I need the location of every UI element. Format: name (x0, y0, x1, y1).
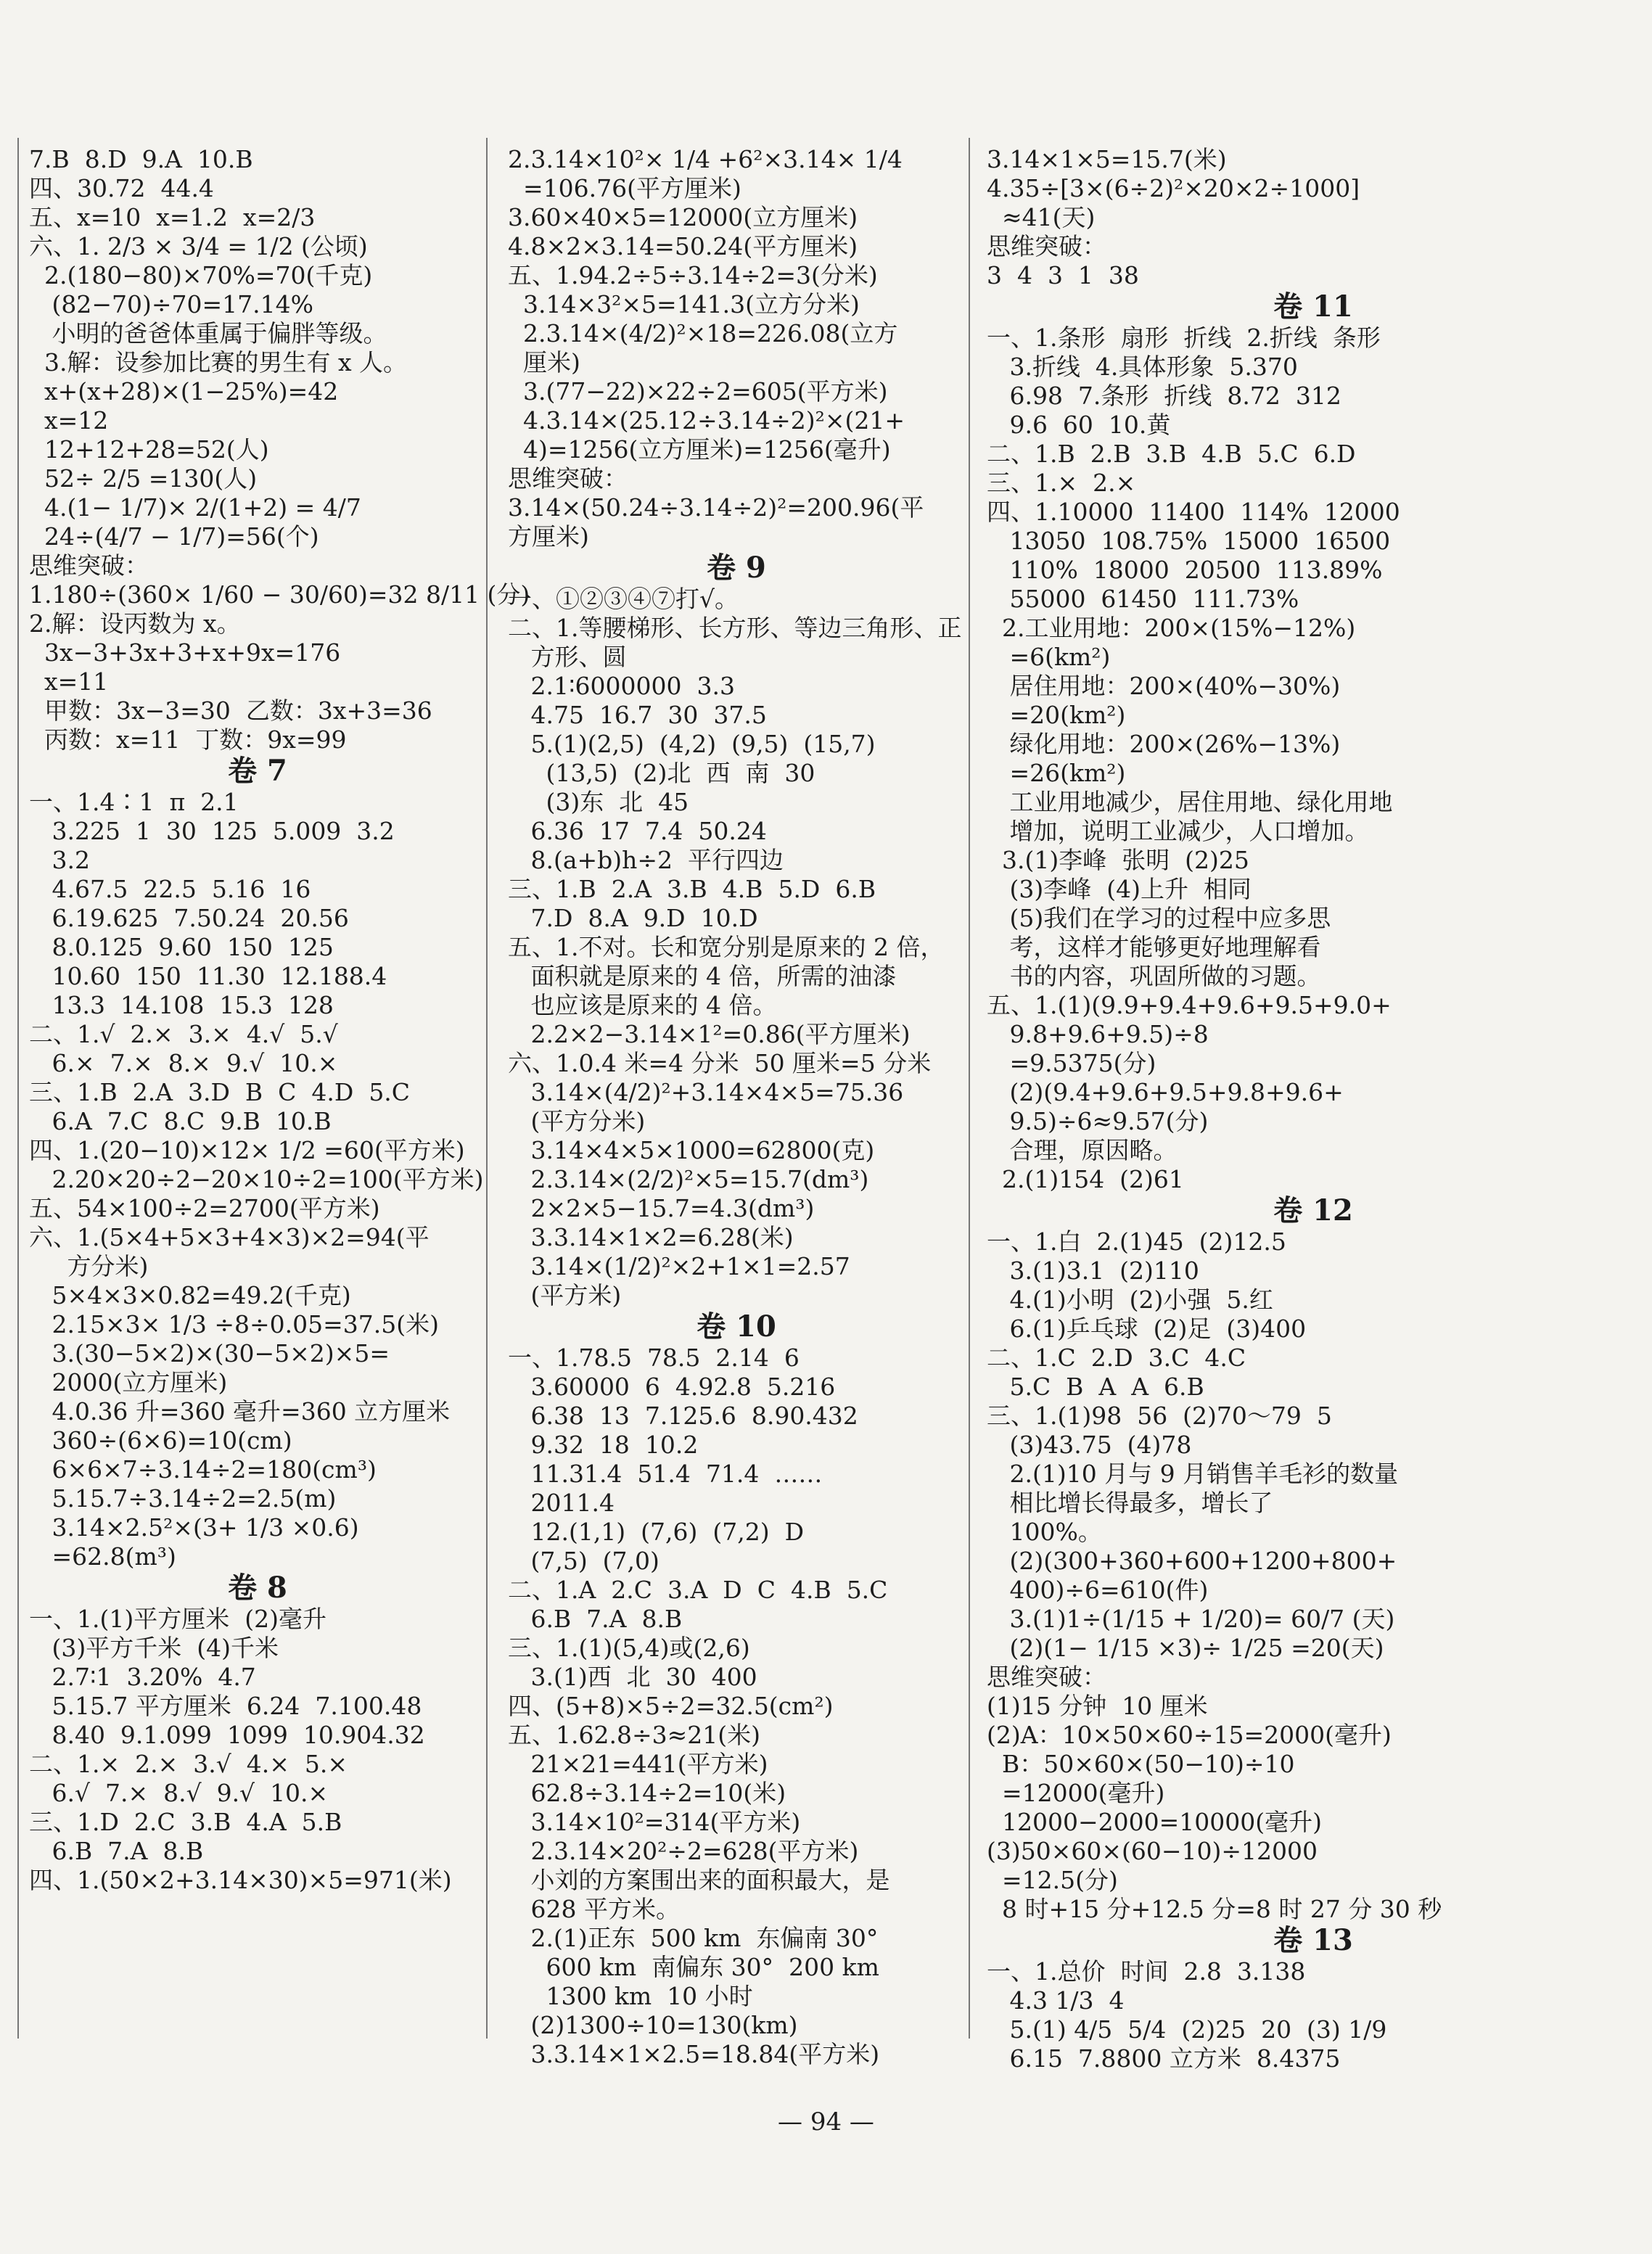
answer-line: 6.A 7.C 8.C 9.B 10.B (29, 1107, 332, 1135)
answer-line: (7,5) (7,0) (508, 1547, 659, 1575)
answer-line: 2.1∶6000000 3.3 (508, 672, 735, 700)
answer-line: 3.14×2.5²×(3+ 1/3 ×0.6) (29, 1513, 359, 1542)
answer-line: 丙数：x=11 丁数：9x=99 (29, 725, 347, 754)
answer-line: 四、1.10000 11400 114% 12000 (987, 498, 1400, 526)
answer-line: 6.× 7.× 8.× 9.√ 10.× (29, 1049, 338, 1077)
answer-line: 一、1.78.5 78.5 2.14 6 (508, 1344, 800, 1372)
answer-line: 四、1.(20−10)×12× 1/2 =60(平方米) (29, 1136, 465, 1164)
answer-line: 六、1.0.4 米=4 分米 50 厘米=5 分米 (508, 1049, 932, 1077)
answer-line: 一、1.4∶1 π 2.1 (29, 788, 239, 816)
answer-line: 3.3.14×1×2.5=18.84(平方米) (508, 2040, 880, 2068)
answer-line: 二、1.C 2.D 3.C 4.C (987, 1344, 1246, 1372)
answer-line: (3)东 北 45 (508, 788, 689, 816)
answer-line: 4.3.14×(25.12÷3.14÷2)²×(21+ (508, 406, 905, 435)
answer-line: 6×6×7÷3.14÷2=180(cm³) (29, 1455, 377, 1484)
answer-line: 9.8+9.6+9.5)÷8 (987, 1020, 1209, 1048)
answer-line: 方形、圆 (508, 643, 627, 671)
answer-line: 小刘的方案围出来的面积最大，是 (508, 1866, 890, 1894)
answer-line: 书的内容，巩固所做的习题。 (987, 962, 1321, 990)
answer-line: 一、1.条形 扇形 折线 2.折线 条形 (987, 324, 1381, 352)
answer-line: 8.0.125 9.60 150 125 (29, 933, 334, 961)
answer-line: 厘米) (508, 348, 580, 377)
answer-line: 6.36 17 7.4 50.24 (508, 817, 767, 845)
answer-line: 一、①②③④⑦打√。 (508, 585, 739, 613)
answer-line: 思维突破： (29, 551, 149, 580)
answer-line: 5.(1)(2,5) (4,2) (9,5) (15,7) (508, 730, 876, 758)
answer-column-2 (508, 145, 965, 2069)
answer-line: 2.3.14×10²× 1/4 +6²×3.14× 1/4 (508, 145, 903, 173)
answer-line: 4.67.5 22.5 5.16 16 (29, 875, 311, 903)
answer-line: 100%。 (987, 1518, 1102, 1546)
section-heading: 卷 11 (1273, 289, 1353, 324)
answer-line: =9.5375(分) (987, 1049, 1156, 1077)
answer-line: 五、1.62.8÷3≈21(米) (508, 1721, 760, 1749)
answer-line: 9.5)÷6≈9.57(分) (987, 1107, 1209, 1135)
answer-line: x=11 (29, 667, 109, 696)
answer-line: x=12 (29, 406, 109, 435)
answer-line: 3x−3+3x+3+x+9x=176 (29, 638, 341, 667)
answer-line: 6.(1)乒乓球 (2)足 (3)400 (987, 1315, 1307, 1343)
answer-line: 面积就是原来的 4 倍，所需的油漆 (508, 962, 897, 990)
answer-line: 4.35÷[3×(6÷2)²×20×2÷1000] (987, 174, 1360, 202)
section-heading: 卷 13 (1273, 1923, 1353, 1957)
answer-line: 思维突破： (987, 232, 1106, 260)
answer-line: 8.(a+b)h÷2 平行四边 (508, 846, 784, 874)
answer-line: x+(x+28)×(1−25%)=42 (29, 377, 339, 406)
answer-line: 2.(180−80)×70%=70(千克) (29, 261, 373, 289)
answer-line: 3.(77−22)×22÷2=605(平方米) (508, 377, 888, 406)
answer-line: (2)A：10×50×60÷15=2000(毫升) (987, 1721, 1392, 1749)
answer-line: 2.3.14×(2/2)²×5=15.7(dm³) (508, 1165, 869, 1193)
answer-line: 3.(1)李峰 张明 (2)25 (987, 846, 1249, 874)
answer-line: (5)我们在学习的过程中应多思 (987, 904, 1331, 932)
answer-line: 6.38 13 7.125.6 8.90.432 (508, 1402, 858, 1430)
answer-line: 360÷(6×6)=10(cm) (29, 1426, 292, 1455)
answer-line: 600 km 南偏东 30° 200 km (508, 1953, 879, 1981)
answer-line: 2.7∶1 3.20% 4.7 (29, 1663, 256, 1691)
answer-line: 相比增长得最多，增长了 (987, 1489, 1273, 1517)
answer-line: 3.14×(1/2)²×2+1×1=2.57 (508, 1252, 850, 1280)
answer-line: 7.D 8.A 9.D 10.D (508, 904, 758, 932)
section-heading: 卷 10 (696, 1309, 776, 1344)
answer-line: 三、1.D 2.C 3.B 4.A 5.B (29, 1808, 342, 1836)
answer-line: =106.76(平方厘米) (508, 174, 741, 202)
answer-line: 4.8×2×3.14=50.24(平方厘米) (508, 232, 858, 260)
answer-line: 方厘米) (508, 522, 589, 551)
answer-line: 3.(1)1÷(1/15 + 1/20)= 60/7 (天) (987, 1605, 1395, 1633)
answer-line: 2.2×2−3.14×1²=0.86(平方厘米) (508, 1020, 911, 1048)
answer-line: 3.解：设参加比赛的男生有 x 人。 (29, 348, 408, 377)
answer-line: 400)÷6=610(件) (987, 1576, 1209, 1604)
answer-line: 六、1. 2/3 × 3/4 = 1/2 (公顷) (29, 232, 368, 260)
answer-line: 13050 108.75% 15000 16500 (987, 527, 1391, 555)
answer-line: 思维突破： (987, 1663, 1106, 1691)
answer-line: 三、1.(1)(5,4)或(2,6) (508, 1634, 750, 1662)
answer-line: 4.(1− 1/7)× 2/(1+2) = 4/7 (29, 493, 361, 522)
answer-line: 增加，说明工业减少，人口增加。 (987, 817, 1369, 845)
answer-line: 二、1.√ 2.× 3.× 4.√ 5.√ (29, 1020, 338, 1048)
answer-line: 3.折线 4.具体形象 5.370 (987, 353, 1298, 381)
answer-column-3 (987, 145, 1640, 2073)
answer-line: 2011.4 (508, 1489, 615, 1517)
answer-line: 6.B 7.A 8.B (29, 1837, 204, 1865)
answer-line: (3)平方千米 (4)千米 (29, 1634, 279, 1662)
page-number: — 94 — (778, 2107, 874, 2136)
answer-line: 一、1.总价 时间 2.8 3.138 (987, 1957, 1306, 1986)
answer-line: =6(km²) (987, 643, 1111, 671)
answer-line: 小明的爸爸体重属于偏胖等级。 (29, 319, 387, 347)
answer-line: 62.8÷3.14÷2=10(米) (508, 1779, 786, 1807)
answer-column-1 (29, 145, 530, 1895)
answer-line: 2.20×20÷2−20×10÷2=100(平方米) (29, 1165, 484, 1193)
answer-line: 3.(1)3.1 (2)110 (987, 1256, 1199, 1285)
answer-line: (3)50×60×(60−10)÷12000 (987, 1837, 1318, 1865)
answer-line: 9.6 60 10.黄 (987, 411, 1171, 439)
answer-line: 11.31.4 51.4 71.4 …… (508, 1460, 823, 1488)
answer-line: 二、1.A 2.C 3.A D C 4.B 5.C (508, 1576, 888, 1604)
answer-line: 21×21=441(平方米) (508, 1750, 768, 1778)
answer-line: 1300 km 10 小时 (508, 1982, 753, 2010)
answer-line: (2)(1− 1/15 ×3)÷ 1/25 =20(天) (987, 1634, 1384, 1662)
answer-line: (平方米) (508, 1281, 622, 1309)
answer-line: 4)=1256(立方厘米)=1256(毫升) (508, 435, 891, 464)
answer-line: 方分米) (29, 1252, 149, 1280)
answer-line: 2×2×5−15.7=4.3(dm³) (508, 1194, 815, 1222)
answer-line: 3.14×1×5=15.7(米) (987, 145, 1227, 173)
answer-line: (平方分米) (508, 1107, 646, 1135)
answer-line: 5×4×3×0.82=49.2(千克) (29, 1281, 351, 1309)
answer-line: 2000(立方厘米) (29, 1368, 228, 1397)
answer-line: 3.14×4×5×1000=62800(克) (508, 1136, 875, 1164)
answer-line: 2.工业用地：200×(15%−12%) (987, 614, 1356, 642)
answer-line: 3.225 1 30 125 5.009 3.2 (29, 817, 395, 845)
answer-line: (82−70)÷70=17.14% (29, 290, 313, 318)
answer-line: =62.8(m³) (29, 1542, 176, 1571)
answer-line: 2.(1)154 (2)61 (987, 1165, 1184, 1193)
answer-line: 也应该是原来的 4 倍。 (508, 991, 777, 1019)
answer-line: 3.60×40×5=12000(立方厘米) (508, 203, 858, 231)
answer-line: 三、1.× 2.× (987, 469, 1136, 497)
answer-line: 考，这样才能够更好地理解看 (987, 933, 1321, 961)
answer-line: =26(km²) (987, 759, 1126, 787)
answer-line: 四、1.(50×2+3.14×30)×5=971(米) (29, 1866, 452, 1894)
answer-line: 五、1.(1)(9.9+9.4+9.6+9.5+9.0+ (987, 991, 1392, 1019)
answer-line: 四、30.72 44.4 (29, 174, 214, 202)
answer-line: 3.3.14×1×2=6.28(米) (508, 1223, 794, 1251)
answer-line: 3 4 3 1 38 (987, 261, 1139, 289)
answer-line: 6.19.625 7.50.24 20.56 (29, 904, 349, 932)
answer-line: 一、1.(1)平方厘米 (2)毫升 (29, 1605, 326, 1633)
answer-line: 6.B 7.A 8.B (508, 1605, 683, 1633)
answer-line: 二、1.× 2.× 3.√ 4.× 5.× (29, 1750, 348, 1778)
answer-line: 四、(5+8)×5÷2=32.5(cm²) (508, 1692, 834, 1720)
answer-line: 110% 18000 20500 113.89% (987, 556, 1383, 584)
answer-line: 思维突破： (508, 464, 628, 493)
answer-line: 2.3.14×(4/2)²×18=226.08(立方 (508, 319, 898, 347)
section-heading: 卷 8 (228, 1571, 287, 1605)
left-border-rule (17, 138, 19, 2039)
answer-line: 5.15.7÷3.14÷2=2.5(m) (29, 1484, 337, 1513)
answer-line: 5.(1) 4/5 5/4 (2)25 20 (3) 1/9 (987, 2015, 1387, 2044)
answer-line: 9.32 18 10.2 (508, 1431, 699, 1459)
answer-line: 52÷ 2/5 =130(人) (29, 464, 258, 493)
answer-line: (3)李峰 (4)上升 相同 (987, 875, 1252, 903)
answer-line: 合理，原因略。 (987, 1136, 1178, 1164)
answer-line: 三、1.B 2.A 3.D B C 4.D 5.C (29, 1078, 411, 1106)
answer-line: 1.180÷(360× 1/60 − 30/60)=32 8/11 (分) (29, 580, 530, 609)
answer-line: 三、1.(1)98 56 (2)70～79 5 (987, 1402, 1332, 1430)
answer-line: 3.14×(4/2)²+3.14×4×5=75.36 (508, 1078, 904, 1106)
answer-line: 工业用地减少，居住用地、绿化用地 (987, 788, 1393, 816)
answer-line: 4.0.36 升=360 毫升=360 立方厘米 (29, 1397, 451, 1426)
answer-line: (2)(300+360+600+1200+800+ (987, 1547, 1397, 1575)
answer-line: =12000(毫升) (987, 1779, 1165, 1807)
answer-line: 4.75 16.7 30 37.5 (508, 701, 767, 729)
section-heading: 卷 7 (228, 754, 287, 788)
answer-line: 6.98 7.条形 折线 8.72 312 (987, 382, 1341, 410)
answer-line: (2)(9.4+9.6+9.5+9.8+9.6+ (987, 1078, 1344, 1106)
answer-line: 12000−2000=10000(毫升) (987, 1808, 1322, 1836)
answer-line: 6.√ 7.× 8.√ 9.√ 10.× (29, 1779, 329, 1807)
answer-line: 3.14×3²×5=141.3(立方分米) (508, 290, 860, 318)
answer-line: 7.B 8.D 9.A 10.B (29, 145, 253, 173)
answer-line: 13.3 14.108 15.3 128 (29, 991, 334, 1019)
answer-line: 3.14×(50.24÷3.14÷2)²=200.96(平 (508, 493, 924, 522)
answer-line: 8 时+15 分+12.5 分=8 时 27 分 30 秒 (987, 1895, 1442, 1923)
answer-line: 2.3.14×20²÷2=628(平方米) (508, 1837, 859, 1865)
answer-line: 六、1.(5×4+5×3+4×3)×2=94(平 (29, 1223, 430, 1251)
answer-line: (1)15 分钟 10 厘米 (987, 1692, 1208, 1720)
answer-line: 二、1.B 2.B 3.B 4.B 5.C 6.D (987, 440, 1356, 468)
answer-line: =12.5(分) (987, 1866, 1118, 1894)
answer-line: 3.60000 6 4.92.8 5.216 (508, 1373, 836, 1401)
section-heading: 卷 12 (1273, 1193, 1353, 1227)
answer-line: 一、1.白 2.(1)45 (2)12.5 (987, 1227, 1286, 1256)
answer-line: (2)1300÷10=130(km) (508, 2011, 798, 2039)
answer-line: 12+12+28=52(人) (29, 435, 269, 464)
answer-line: 8.40 9.1.099 1099 10.904.32 (29, 1721, 425, 1749)
answer-line: 12.(1,1) (7,6) (7,2) D (508, 1518, 805, 1546)
answer-line: 五、1.94.2÷5÷3.14÷2=3(分米) (508, 261, 878, 289)
answer-line: 628 平方米。 (508, 1895, 680, 1923)
answer-line: 5.15.7 平方厘米 6.24 7.100.48 (29, 1692, 422, 1720)
answer-line: 3.14×10²=314(平方米) (508, 1808, 801, 1836)
answer-line: 五、1.不对。长和宽分别是原来的 2 倍， (508, 933, 945, 961)
answer-line: 甲数：3x−3=30 乙数：3x+3=36 (29, 696, 432, 725)
answer-line: (3)43.75 (4)78 (987, 1431, 1192, 1459)
answer-line: 三、1.B 2.A 3.B 4.B 5.D 6.B (508, 875, 876, 903)
answer-line: 55000 61450 111.73% (987, 585, 1299, 613)
answer-line: 4.3 1/3 4 (987, 1986, 1125, 2015)
answer-line: 绿化用地：200×(26%−13%) (987, 730, 1341, 758)
answer-line: 10.60 150 11.30 12.188.4 (29, 962, 387, 990)
answer-line: 6.15 7.8800 立方米 8.4375 (987, 2044, 1341, 2073)
answer-line: 3.2 (29, 846, 90, 874)
answer-line: B：50×60×(50−10)÷10 (987, 1750, 1295, 1778)
answer-line: 3.(1)西 北 30 400 (508, 1663, 757, 1691)
column-divider-1 (486, 138, 488, 2039)
answer-line: 5.C B A A 6.B (987, 1373, 1204, 1401)
answer-line: 五、54×100÷2=2700(平方米) (29, 1194, 380, 1222)
answer-line: ≈41(天) (987, 203, 1096, 231)
answer-line: 3.(30−5×2)×(30−5×2)×5= (29, 1339, 390, 1367)
column-divider-2 (969, 138, 970, 2039)
answer-line: 24÷(4/7 − 1/7)=56(个) (29, 522, 319, 551)
answer-line: 2.15×3× 1/3 ÷8÷0.05=37.5(米) (29, 1310, 439, 1338)
answer-line: 2.解：设丙数为 x。 (29, 609, 241, 638)
answer-line: 2.(1)10 月与 9 月销售羊毛衫的数量 (987, 1460, 1399, 1488)
answer-line: =20(km²) (987, 701, 1126, 729)
section-heading: 卷 9 (707, 551, 766, 585)
answer-line: 二、1.等腰梯形、长方形、等边三角形、正 (508, 614, 962, 642)
answer-line: 2.(1)正东 500 km 东偏南 30° (508, 1924, 879, 1952)
answer-line: 五、x=10 x=1.2 x=2/3 (29, 203, 316, 231)
answer-line: (13,5) (2)北 西 南 30 (508, 759, 815, 787)
answer-line: 居住用地：200×(40%−30%) (987, 672, 1341, 700)
answer-line: 4.(1)小明 (2)小强 5.红 (987, 1286, 1273, 1314)
